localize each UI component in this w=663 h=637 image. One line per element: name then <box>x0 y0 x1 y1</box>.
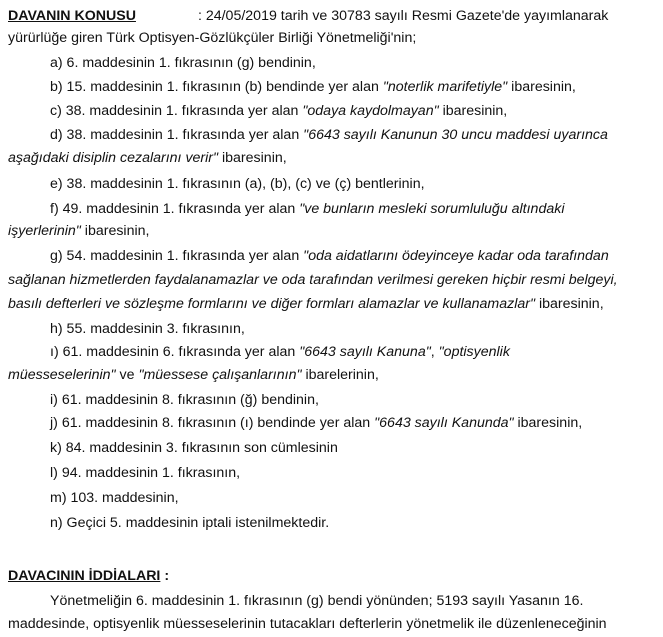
item-i: i) 61. maddesinin 8. fıkrasının (ğ) bendinin, <box>50 392 319 408</box>
item-d-suffix: ibaresinin, <box>218 150 287 166</box>
item-b <box>50 79 576 96</box>
item-g-quote-cont: sağlanan hizmetlerden faydalanamazlar ve oda tarafından verilmesi gereken hiçbir resmi belgeyi, <box>8 272 618 288</box>
item-c-suffix: ibaresinin, <box>438 103 508 119</box>
item-i-dotless-quote-2-cont: müesseselerinin" <box>8 367 116 383</box>
item-j <box>50 415 582 432</box>
item-i-dotless-quote-1: "6643 sayılı Kanuna" <box>299 344 431 360</box>
item-i-dotless-quote-2: "optisyenlik <box>438 344 510 360</box>
item-i-dotless-and: ve <box>115 367 139 383</box>
item-h: h) 55. maddesinin 3. fıkrasının, <box>50 321 245 337</box>
item-g-text: g) 54. maddesinin 1. fıkrasında yer alan <box>50 248 304 264</box>
item-f-line-2 <box>8 223 149 240</box>
claims-line-2: maddesinde, optisyenlik müesseselerinin tutacakları defterlerin yönetmelik ile düzenleneceğinin <box>8 616 607 632</box>
item-b-text: b) 15. maddesinin 1. fıkrasının (b) bendinde yer alan <box>50 79 383 95</box>
item-j-text: j) 61. maddesinin 8. fıkrasının (ı) bendinde yer alan <box>50 415 375 431</box>
item-i-dotless-sep: , <box>430 344 439 360</box>
item-m: m) 103. maddesinin, <box>50 490 179 506</box>
claims-line-1: Yönetmeliğin 6. maddesinin 1. fıkrasının (g) bendi yönünden; 5193 sayılı Yasanın 16. <box>50 593 584 609</box>
item-f-quote-cont: işyerlerinin" <box>8 223 81 239</box>
item-n: n) Geçici 5. maddesinin iptali istenilmektedir. <box>50 515 330 531</box>
item-i-dotless-suffix: ibarelerinin, <box>301 367 379 383</box>
item-j-quote: "6643 sayılı Kanunda" <box>374 415 514 431</box>
item-a: a) 6. maddesinin 1. fıkrasının (g) bendinin, <box>50 55 316 71</box>
item-b-suffix: ibaresinin, <box>507 79 576 95</box>
subject-intro-line-1 <box>8 8 608 25</box>
item-i-dotless-line-2 <box>8 367 379 384</box>
claims-heading: DAVACININ İDDİALARI <box>8 568 161 584</box>
item-k: k) 84. maddesinin 3. fıkrasının son cümlesinin <box>50 440 338 456</box>
subject-intro-line-2: yürürlüğe giren Türk Optisyen-Gözlükçüler Birliği Yönetmeliği'nin; <box>8 30 417 46</box>
item-d-quote-cont: aşağıdaki disiplin cezalarını verir" <box>8 150 219 166</box>
item-f-line-1 <box>50 201 564 218</box>
item-f-suffix: ibaresinin, <box>80 223 150 239</box>
item-g-quote: "oda aidatlarını ödeyinceye kadar oda tarafından <box>303 248 609 264</box>
claims-heading-line <box>8 568 169 585</box>
item-i-dotless-quote-3: "müessese çalışanlarının" <box>138 367 302 383</box>
item-d-line-1 <box>50 127 608 144</box>
item-l: l) 94. maddesinin 1. fıkrasının, <box>50 465 241 481</box>
item-c-text: c) 38. maddesinin 1. fıkrasında yer alan <box>50 103 303 119</box>
item-f-quote: "ve bunların mesleki sorumluluğu altındaki <box>299 201 565 217</box>
item-i-dotless-line-1 <box>50 344 510 361</box>
item-j-suffix: ibaresinin, <box>513 415 583 431</box>
item-d-line-2 <box>8 150 287 167</box>
subject-heading: DAVANIN KONUSU <box>8 8 136 24</box>
item-d-text: d) 38. maddesinin 1. fıkrasında yer alan <box>50 127 304 143</box>
item-i-dotless-text: ı) 61. maddesinin 6. fıkrasında yer alan <box>50 344 300 360</box>
item-g-suffix: ibaresinin, <box>535 296 604 312</box>
item-g-line-3 <box>8 296 604 313</box>
claims-heading-colon: : <box>160 568 170 584</box>
item-b-quote: "noterlik marifetiyle" <box>382 79 508 95</box>
item-e: e) 38. maddesinin 1. fıkrasının (a), (b), (c) ve (ç) bentlerinin, <box>50 176 425 192</box>
item-g-quote-end: basılı defterleri ve sözleşme formlarını ve diğer formları alamazlar ve kullanamazlar" <box>8 296 536 312</box>
item-c-quote: "odaya kaydolmayan" <box>302 103 439 119</box>
item-g-line-1 <box>50 248 609 265</box>
subject-intro-text: : 24/05/2019 tarih ve 30783 sayılı Resmi Gazete'de yayımlanarak <box>197 8 609 24</box>
item-g-line-2 <box>8 272 618 289</box>
item-c <box>50 103 507 120</box>
item-d-quote: "6643 sayılı Kanunun 30 uncu maddesi uyarınca <box>303 127 608 143</box>
item-f-text: f) 49. maddesinin 1. fıkrasında yer alan <box>50 201 300 217</box>
